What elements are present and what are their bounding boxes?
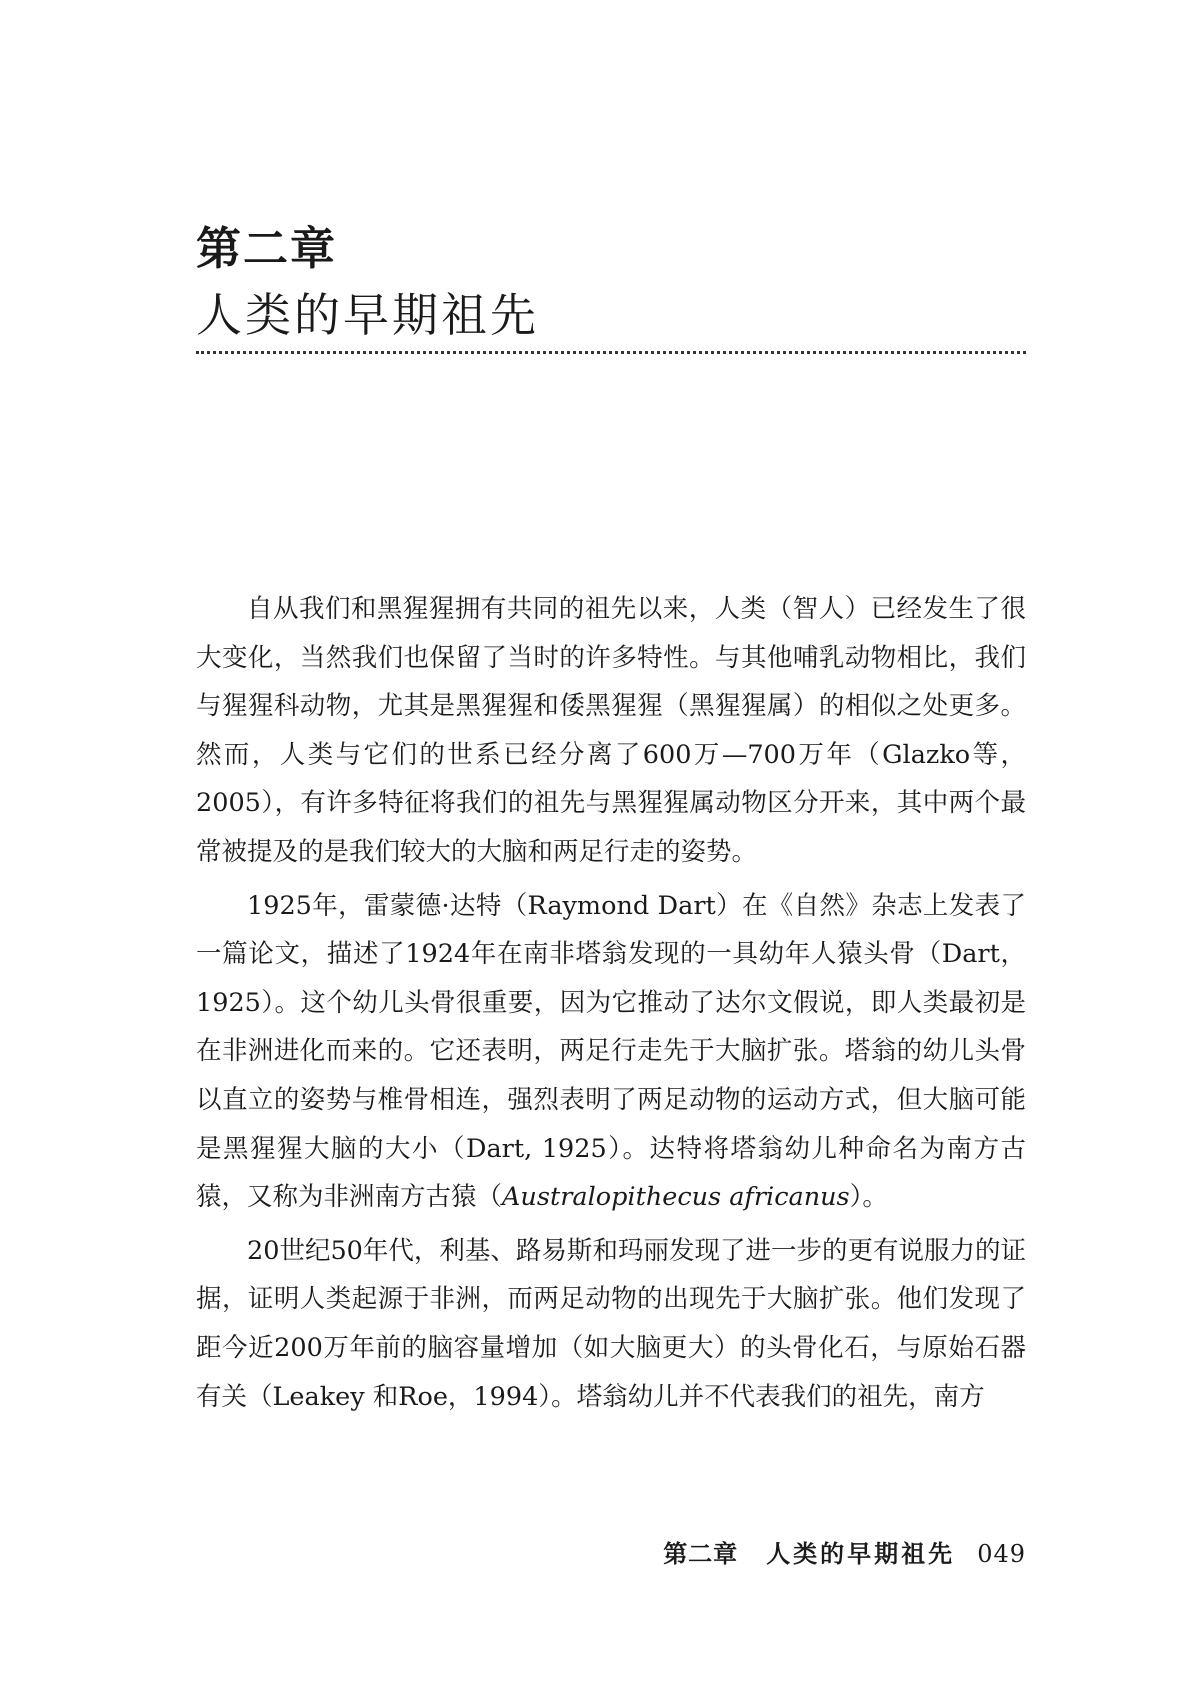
chapter-heading [196,218,1026,350]
species-name: Australopithecus africanus [502,1182,850,1213]
title-divider [196,351,1026,354]
footer-chapter: 第二章 [663,1539,739,1568]
page-number: 049 [977,1540,1026,1568]
paragraph: 20世纪50年代，利基、路易斯和玛丽发现了进一步的更有说服力的证据，证明人类起源于非洲，而两足动物的出现先于大脑扩张。他们发现了距今近200万年前的脑容量增加（如大脑更大）的头骨化石，与原始石器有关（Leakey 和Roe，1994）。塔翁幼儿并不代表我们的祖先，南方 [196,1235,1026,1412]
paragraph [196,882,1026,1222]
chapter-title: 人类的早期祖先 [196,288,539,342]
paragraph-text: ）。 [849,1182,888,1213]
footer-title: 人类的早期祖先 [766,1539,956,1568]
body-text [196,585,1026,1426]
chapter-number: 第二章 [196,222,338,275]
running-footer [196,1534,1026,1574]
paragraph-text: 1925年，雷蒙德·达特（Raymond Dart）在《自然》杂志上发表了一篇论文，描述了1924年在南非塔翁发现的一具幼年人猿头骨（Dart，1925）。这个幼儿头骨很重要，因为它推动了达尔文假说，即人类最初是在非洲进化而来的。它还表明，两足行走先于大脑扩张。塔翁的幼儿头骨以直立的姿势与椎骨相连，强烈表明了两足动物的运动方式，但大脑可能是黑猩猩大脑的大小（Dart, 1925）。达特将塔翁幼儿种命名为南方古猿，又称为非洲南方古猿（ [196,890,1026,1213]
paragraph: 自从我们和黑猩猩拥有共同的祖先以来，人类（智人）已经发生了很大变化，当然我们也保留了当时的许多特性。与其他哺乳动物相比，我们与猩猩科动物，尤其是黑猩猩和倭黑猩猩（黑猩猩属）的相似之处更多。然而，人类与它们的世系已经分离了600万—700万年（Glazko等，2005），有许多特征将我们的祖先与黑猩猩属动物区分开来，其中两个最常被提及的是我们较大的大脑和两足行走的姿势。 [196,594,1026,867]
